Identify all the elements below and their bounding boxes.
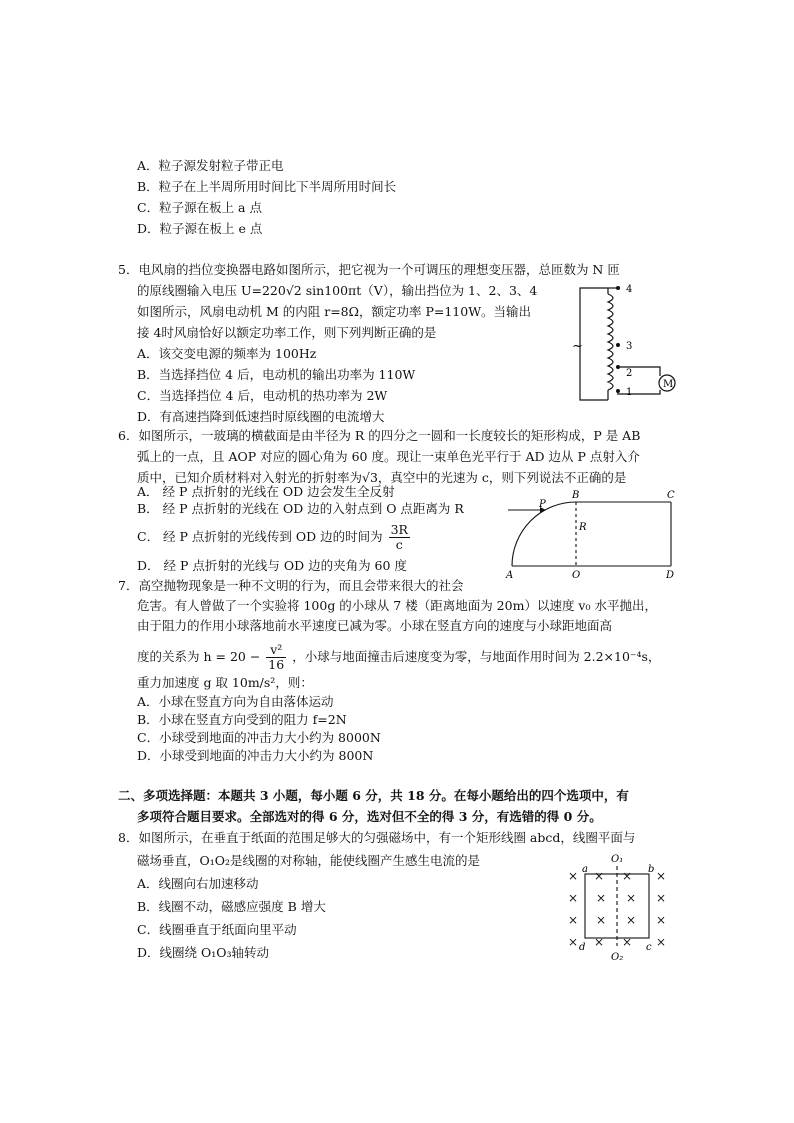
q7-stem-line-4: [137, 643, 660, 672]
q8-option-b: B．线圈不动，磁感应强度 B 增大: [137, 899, 326, 914]
label-a: a: [582, 864, 588, 875]
field-cross: ×: [656, 891, 667, 905]
field-cross: ×: [622, 935, 633, 949]
section2-heading-line-2: 多项符合题目要求。全部选对的得 6 分，选对但不全的得 3 分，有选错的得 0 分。: [137, 809, 602, 824]
tap-3-label: 3: [626, 341, 633, 352]
q7-stem-line-5: 重力加速度 g 取 10m/s²，则：: [137, 675, 313, 690]
field-cross: ×: [568, 869, 579, 883]
q7-stem-line-2: 危害。有人曾做了一个实验将 100g 的小球从 7 楼（距离地面为 20m）以速度 v₀ 水平抛出，: [137, 598, 657, 613]
label-d: d: [579, 942, 586, 953]
field-cross: ×: [568, 935, 579, 949]
q6-stem-line-2: 弧上的一点，且 AOP 对应的圆心角为 60 度。现让一束单色光平行于 AD 边从 P 点射入介: [137, 449, 640, 464]
field-cross: ×: [656, 913, 667, 927]
fraction-denominator: c: [395, 537, 403, 552]
prev-option-d: D．粒子源在板上 e 点: [137, 221, 263, 236]
q7-formula-suffix: ，小球与地面撞击后速度变为零，与地面作用时间为 2.2×10⁻⁴s，: [292, 649, 661, 664]
q5-option-d: D．有高速挡降到低速挡时原线圈的电流增大: [137, 409, 385, 424]
tap-4-label: 4: [626, 284, 633, 295]
q6-option-c-fraction: [389, 523, 410, 552]
field-cross: ×: [568, 891, 579, 905]
field-cross: ×: [656, 935, 667, 949]
q8-stem-line-1: 8．如图所示，在垂直于纸面的范围足够大的匀强磁场中，有一个矩形线圈 abcd，线圈平面与: [118, 830, 636, 845]
fraction-denominator: 16: [268, 657, 285, 672]
label-a: A: [506, 570, 514, 581]
q6-stem-line-3: 质中，已知介质材料对入射光的折射率为√3，真空中的光速为 c，则下列说法不正确的是: [137, 470, 627, 485]
label-b: b: [648, 864, 655, 875]
label-b: B: [572, 490, 580, 501]
q7-stem-line-3: 由于阻力的作用小球落地前水平速度已减为零。小球在竖直方向的速度与小球距地面高: [137, 618, 613, 633]
ac-source-symbol: ~: [572, 339, 583, 354]
q6-option-b: B． 经 P 点折射的光线在 OD 边的入射点到 O 点距离为 R: [137, 501, 464, 516]
q7-option-d: D．小球受到地面的冲击力大小约为 800N: [137, 748, 374, 763]
prev-option-a: A．粒子源发射粒子带正电: [137, 158, 284, 173]
field-cross: ×: [594, 935, 605, 949]
q7-formula-fraction: [266, 643, 286, 672]
q6-option-c-text: C． 经 P 点折射的光线传到 OD 边的时间为: [137, 529, 383, 544]
field-cross: ×: [626, 913, 637, 927]
q7-option-c: C．小球受到地面的冲击力大小约为 8000N: [137, 730, 381, 745]
label-r: R: [579, 522, 587, 533]
q8-option-c: C．线圈垂直于纸面向里平动: [137, 922, 297, 937]
label-o2: O₂: [611, 952, 624, 963]
q5-stem-line-2: 的原线圈输入电压 U=220√2 sin100πt（V），输出挡位为 1、2、3、4: [137, 283, 538, 298]
field-cross: ×: [656, 869, 667, 883]
q6-option-c: [137, 523, 412, 552]
label-c: C: [667, 490, 675, 501]
label-p: P: [539, 499, 546, 510]
q7-stem-line-1: 7．高空抛物现象是一种不文明的行为，而且会带来很大的社会: [118, 578, 464, 593]
q6-option-a: A． 经 P 点折射的光线在 OD 边会发生全反射: [137, 484, 395, 499]
label-o: O: [572, 570, 581, 581]
q5-stem-line-1: 5．电风扇的挡位变换器电路如图所示，把它视为一个可调压的理想变压器，总匝数为 N 匝: [118, 262, 620, 277]
q5-option-b: B．当选择挡位 4 后，电动机的输出功率为 110W: [137, 367, 416, 382]
q5-stem-line-4: 接 4时风扇恰好以额定功率工作，则下列判断正确的是: [137, 325, 437, 340]
q8-option-a: A．线圈向右加速移动: [137, 876, 259, 891]
q6-option-d: D． 经 P 点折射的光线与 OD 边的夹角为 60 度: [137, 558, 407, 573]
prev-option-c: C．粒子源在板上 a 点: [137, 200, 262, 215]
label-o1: O₁: [611, 854, 624, 865]
field-cross: ×: [568, 913, 579, 927]
field-cross: ×: [596, 891, 607, 905]
q7-formula-prefix: 度的关系为 h = 20 −: [137, 649, 261, 664]
q5-option-c: C．当选择挡位 4 后，电动机的热功率为 2W: [137, 388, 388, 403]
tap-2-label: 2: [626, 368, 633, 379]
motor-label: M: [663, 379, 674, 390]
q8-option-d: D．线圈绕 O₁O₃轴转动: [137, 945, 270, 960]
q8-stem-line-2: 磁场垂直，O₁O₂是线圈的对称轴，能使线圈产生感生电流的是: [137, 853, 481, 868]
q5-option-a: A．该交变电源的频率为 100Hz: [137, 346, 317, 361]
section2-heading-line-1: 二、多项选择题：本题共 3 小题，每小题 6 分，共 18 分。在每小题给出的四个选项中，有: [118, 788, 629, 803]
fraction-numerator: 3R: [390, 522, 408, 537]
field-cross: ×: [594, 869, 605, 883]
fraction-numerator: v²: [266, 643, 286, 658]
q5-transformer-diagram: [570, 282, 690, 407]
q5-stem-line-3: 如图所示，风扇电动机 M 的内阻 r=8Ω，额定功率 P=110W。当输出: [137, 304, 532, 319]
q8-coil-diagram: [562, 850, 677, 962]
q7-option-b: B．小球在竖直方向受到的阻力 f=2N: [137, 712, 347, 727]
q6-stem-line-1: 6．如图所示，一玻璃的横截面是由半径为 R 的四分之一圆和一长度较长的矩形构成，P 是 AB: [118, 428, 641, 443]
q6-glass-diagram: [500, 486, 690, 581]
label-d: D: [666, 570, 675, 581]
field-cross: ×: [626, 891, 637, 905]
q7-option-a: A．小球在竖直方向为自由落体运动: [137, 694, 334, 709]
field-cross: ×: [622, 869, 633, 883]
label-c: c: [646, 942, 652, 953]
field-cross: ×: [596, 913, 607, 927]
prev-option-b: B．粒子在上半周所用时间比下半周所用时间长: [137, 179, 397, 194]
tap-1-label: 1: [626, 387, 633, 398]
